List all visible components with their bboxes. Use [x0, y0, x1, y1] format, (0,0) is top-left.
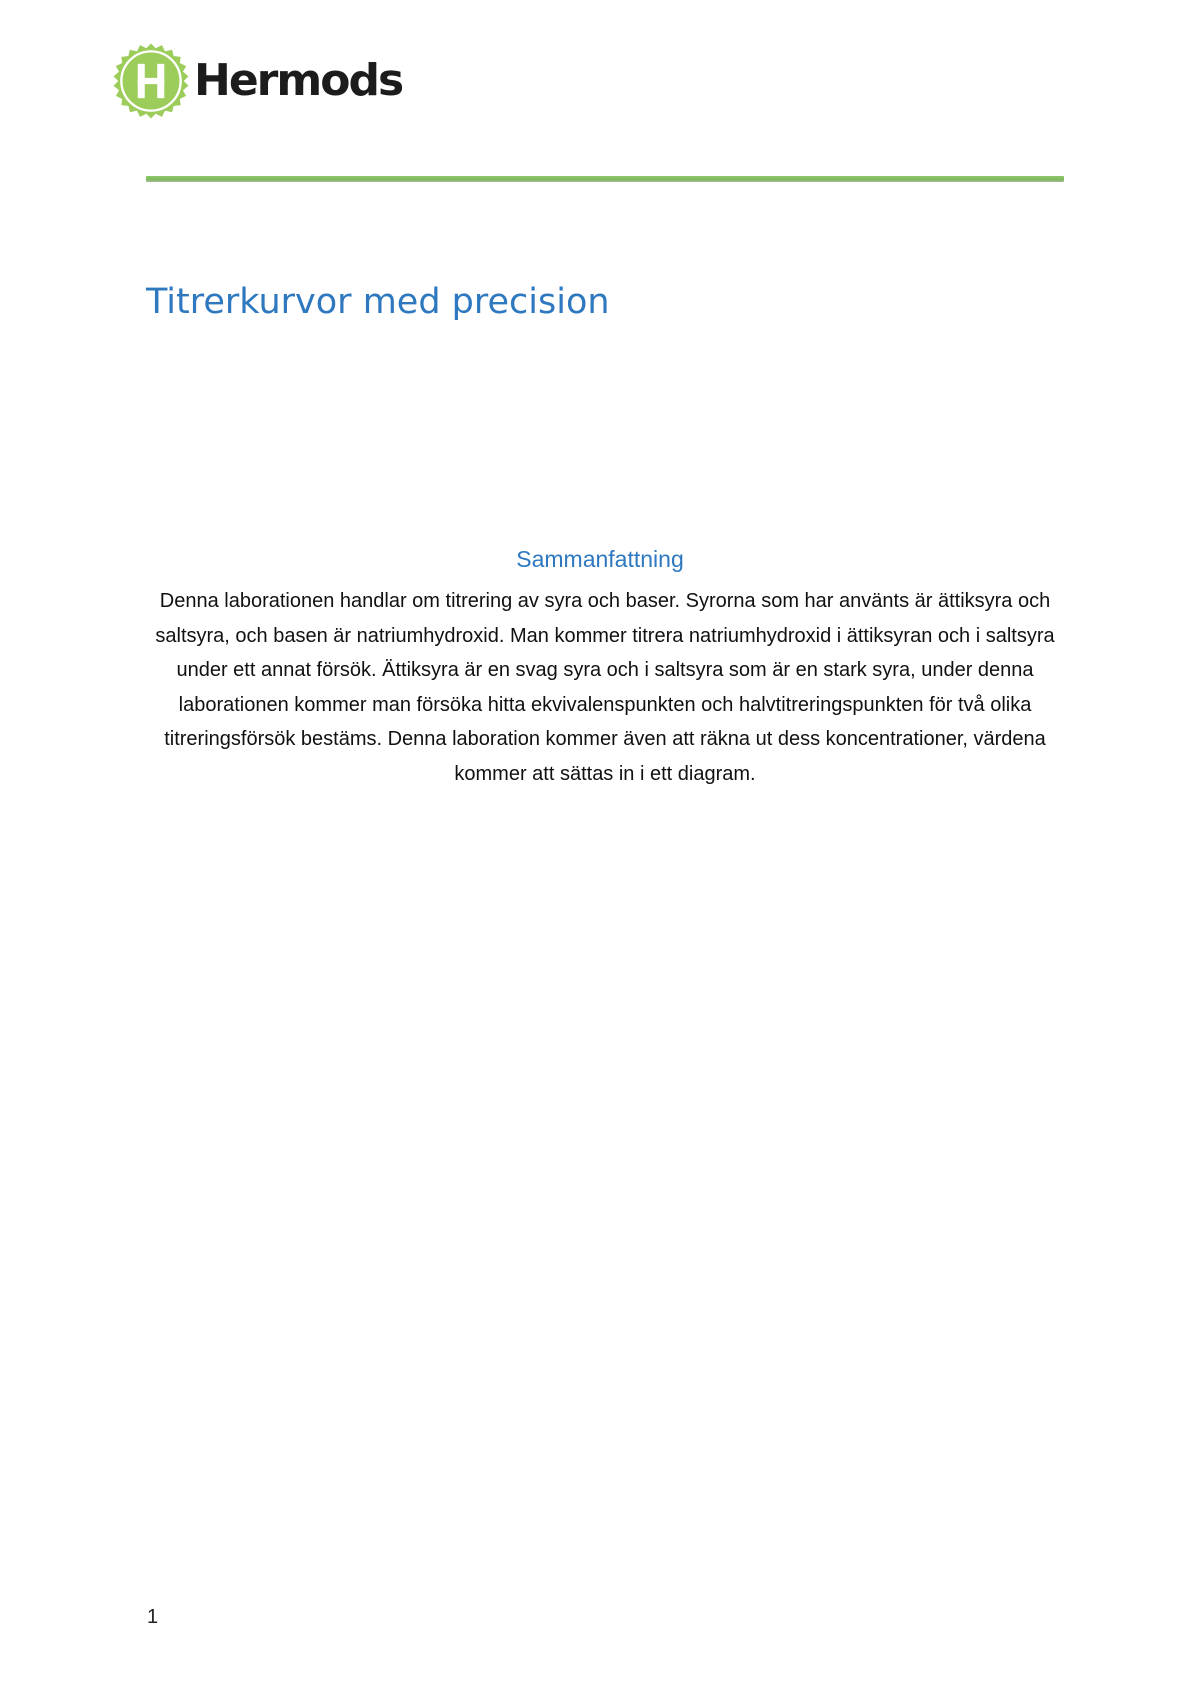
summary-paragraph: Denna laborationen handlar om titrering av syra och baser. Syrorna som har använts är ättiksyra och saltsyra, och basen är natriumhydroxid. Man kommer titrera natriumhydroxid i ättiksyran och i saltsyra under ett annat försök. Ättiksyra är en svag syra och i saltsyra som är en stark syra, under denna laborationen kommer man försöka hitta ekvivalenspunkten och halvtitreringspunkten för två olika titreringsförsök bestäms. Denna laboration kommer även att räkna ut dess koncentrationer, värdena kommer att sättas in i ett diagram. — [155, 590, 1055, 785]
page-number: 1 — [147, 1606, 159, 1628]
header-divider — [146, 176, 1064, 182]
hermods-logo-text: Hermods — [194, 55, 403, 106]
hermods-logo — [112, 42, 402, 120]
hermods-h-seal-icon — [112, 42, 190, 120]
summary-heading: Sammanfattning — [516, 546, 684, 572]
document-title: Titrerkurvor med precision — [146, 282, 610, 322]
